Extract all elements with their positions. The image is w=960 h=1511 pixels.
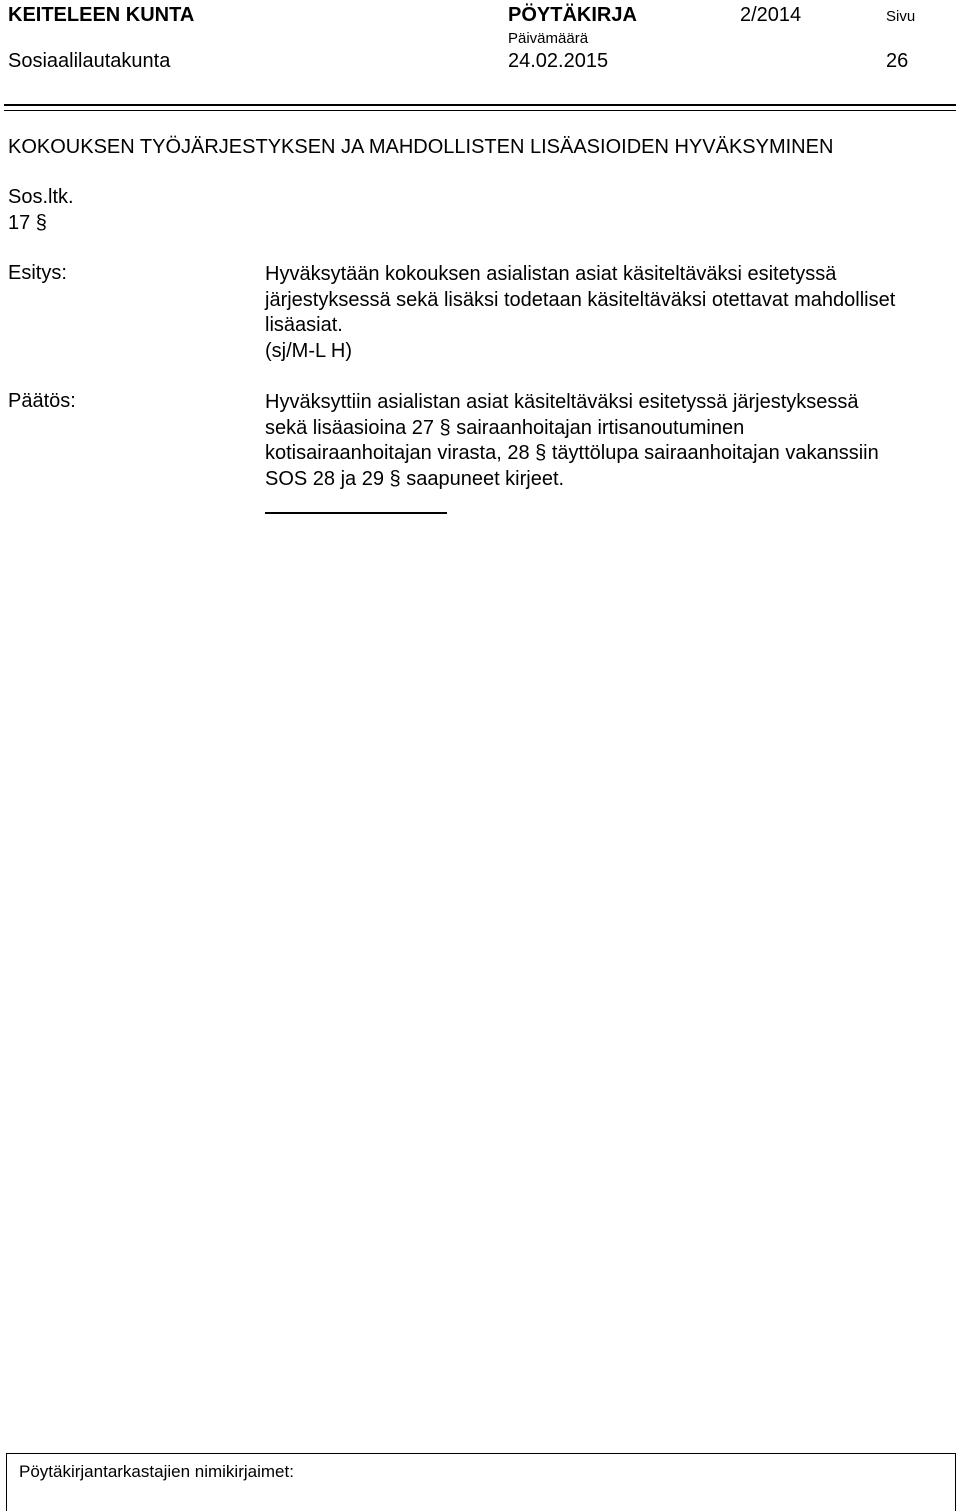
footer-label: Pöytäkirjantarkastajien nimikirjaimet: xyxy=(19,1462,294,1481)
paatos-line: SOS 28 ja 29 § saapuneet kirjeet. xyxy=(265,467,565,490)
section-title: KOKOUKSEN TYÖJÄRJESTYKSEN JA MAHDOLLISTEN LISÄASIOIDEN HYVÄKSYMINEN xyxy=(8,136,834,158)
footer-box xyxy=(6,1453,956,1511)
esitys-line: järjestyksessä sekä lisäksi todetaan käsiteltäväksi otettavat mahdolliset xyxy=(265,288,896,311)
meeting-date: 24.02.2015 xyxy=(508,50,609,72)
esitys-text xyxy=(265,262,955,364)
paatos-line: kotisairaanhoitajan virasta, 28 § täyttölupa sairaanhoitajan vakanssiin xyxy=(265,442,879,464)
date-label: Päivämäärä xyxy=(508,30,589,47)
organization-name: KEITELEEN KUNTA xyxy=(8,4,195,26)
esitys-line: Hyväksytään kokouksen asialistan asiat käsiteltäväksi esitetyssä xyxy=(265,263,837,285)
esitys-line: (sj/M-L H) xyxy=(265,339,353,362)
paatos-line: sekä lisäasioina 27 § sairaanhoitajan irtisanoutuminen xyxy=(265,416,745,439)
page-number: 26 xyxy=(886,50,909,72)
section-abbreviation: Sos.ltk. xyxy=(8,186,74,208)
document-number: 2/2014 xyxy=(740,4,802,26)
esitys-label: Esitys: xyxy=(8,262,67,284)
esitys-line: lisäasiat. xyxy=(265,314,343,336)
paatos-label: Päätös: xyxy=(8,390,76,412)
paatos-text xyxy=(265,390,955,492)
paatos-line: Hyväksyttiin asialistan asiat käsiteltäväksi esitetyssä järjestyksessä xyxy=(265,391,859,413)
section-number: 17 § xyxy=(8,212,47,234)
header-divider-thin xyxy=(4,110,956,111)
page-label: Sivu xyxy=(886,8,916,25)
document-type: PÖYTÄKIRJA xyxy=(508,4,637,26)
board-name: Sosiaalilautakunta xyxy=(8,50,171,72)
end-of-section-line xyxy=(265,512,447,514)
header-divider-thick xyxy=(4,104,956,106)
